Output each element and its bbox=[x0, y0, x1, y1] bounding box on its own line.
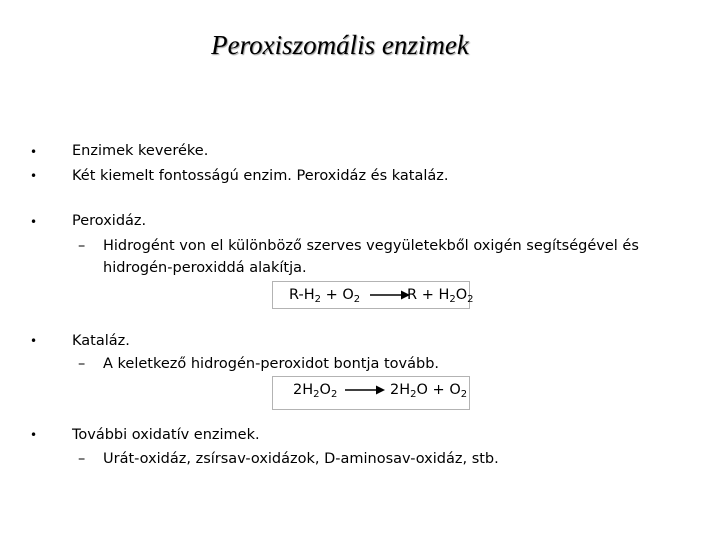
equation-products: $R + H_2O_2$ bbox=[407, 287, 474, 305]
bullet-marker: • bbox=[30, 215, 38, 229]
sub-bullet-dash: – bbox=[78, 451, 86, 467]
sub-bullet-dash: – bbox=[78, 356, 86, 372]
bullet-catalase: Kataláz. bbox=[72, 333, 130, 349]
equation-reactant: $2H_2O_2$ bbox=[293, 382, 338, 400]
reaction-arrow-icon bbox=[370, 289, 410, 301]
bullet-two-enzymes: Két kiemelt fontosságú enzim. Peroxidáz és kataláz. bbox=[72, 168, 449, 184]
bullet-peroxidase: Peroxidáz. bbox=[72, 213, 147, 229]
bullet-marker: • bbox=[30, 334, 38, 348]
bullet-enzyme-mixture: Enzimek keveréke. bbox=[72, 143, 209, 159]
peroxidase-equation bbox=[272, 281, 474, 309]
bullet-marker: • bbox=[30, 169, 38, 183]
other-enzymes-list: Urát-oxidáz, zsírsav-oxidázok, D-aminosav-oxidáz, stb. bbox=[103, 451, 499, 467]
page-title: Peroxiszomális enzimek bbox=[211, 30, 469, 60]
sub-bullet-dash: – bbox=[78, 238, 86, 254]
bullet-marker: • bbox=[30, 145, 38, 159]
peroxidase-description-line2: hidrogén-peroxiddá alakítja. bbox=[103, 260, 307, 276]
catalase-equation bbox=[272, 376, 470, 410]
catalase-description: A keletkező hidrogén-peroxidot bontja tovább. bbox=[103, 356, 440, 372]
bullet-other-oxidative-enzymes: További oxidatív enzimek. bbox=[72, 427, 260, 443]
equation-reactant-a: $R-H_2 + O_2$ bbox=[289, 287, 361, 305]
equation-products: $2H_2O + O_2$ bbox=[390, 382, 468, 400]
reaction-arrow-icon bbox=[345, 384, 385, 396]
bullet-marker: • bbox=[30, 428, 38, 442]
peroxidase-description-line1: Hidrogént von el különböző szerves vegyületekből oxigén segítségével és bbox=[103, 238, 639, 254]
